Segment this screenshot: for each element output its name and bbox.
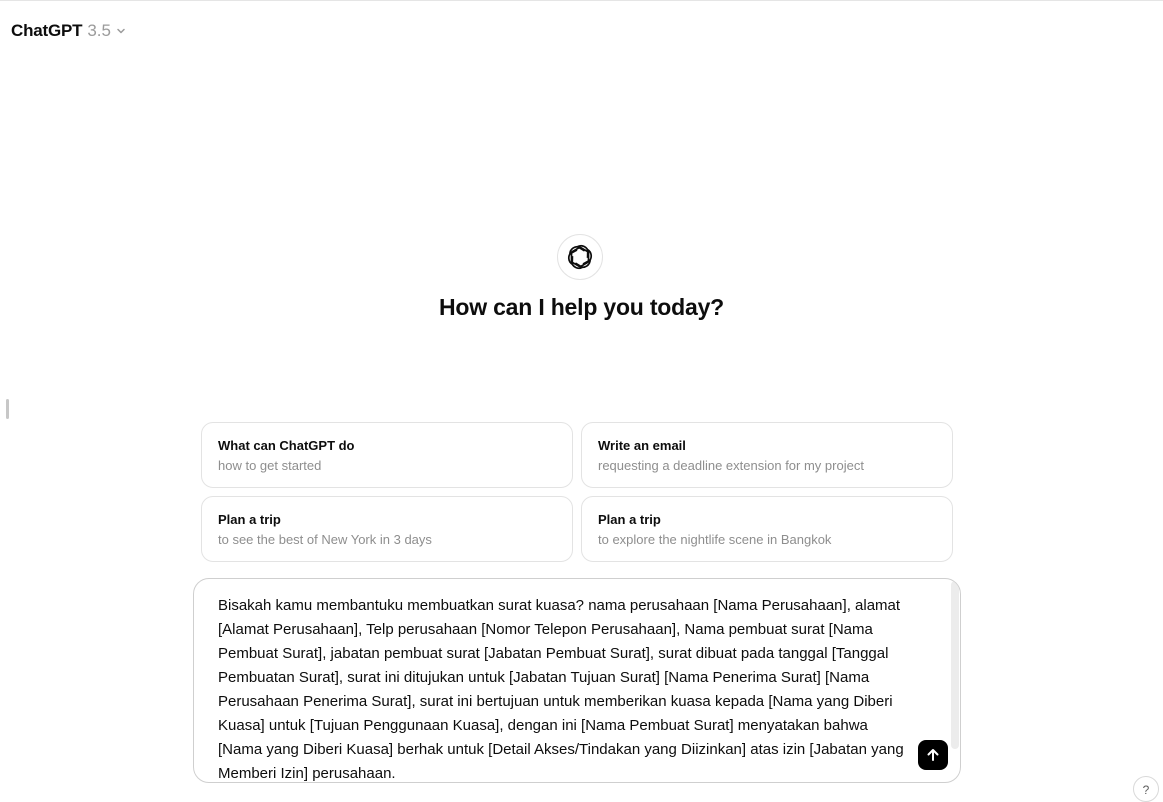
- composer-scrollbar[interactable]: [951, 581, 959, 749]
- suggestion-subtitle: to see the best of New York in 3 days: [218, 532, 432, 547]
- suggestion-card[interactable]: [201, 496, 573, 562]
- openai-logo-icon: [557, 234, 603, 280]
- suggestion-card[interactable]: [201, 422, 573, 488]
- suggestion-subtitle: how to get started: [218, 458, 322, 473]
- suggestion-title: What can ChatGPT do: [218, 438, 355, 453]
- page-title: How can I help you today?: [438, 294, 725, 320]
- model-selector[interactable]: [11, 20, 127, 42]
- model-name: ChatGPT: [11, 21, 83, 40]
- chevron-down-icon: [115, 25, 127, 37]
- model-version: 3.5: [87, 21, 111, 40]
- message-input[interactable]: Bisakah kamu membantuku membuatkan surat kuasa? nama perusahaan [Nama Perusahaan], alamat [Alamat Perusahaan], Telp perusahaan [Nomor Telepon Perusahaan], Nama pembuat surat [Nama Pembuat Surat], jabatan pembuat surat [Jabatan Pembuat Surat], surat dibuat pada tanggal [Tanggal Pembuatan Surat], surat ini ditujukan untuk [Jabatan Tujuan Surat] [Nama Penerima Surat] [Nama Perusahaan Penerima Surat], surat ini bertujuan untuk memberikan kuasa kepada [Nama yang Diberi Kuasa] untuk [Tujuan Penggunaan Kuasa], dengan ini [Nama Pembuat Surat] menyatakan bahwa [Nama yang Diberi Kuasa] berhak untuk [Detail Akses/Tindakan yang Diizinkan] atas izin [Jabatan yang Memberi Izin] perusahaan.: [218, 597, 904, 782]
- suggestion-card[interactable]: [581, 496, 953, 562]
- suggestion-subtitle: to explore the nightlife scene in Bangkok: [598, 532, 832, 547]
- suggestion-subtitle: requesting a deadline extension for my project: [598, 458, 864, 473]
- arrow-up-icon: [925, 747, 941, 763]
- suggestion-card[interactable]: [581, 422, 953, 488]
- suggestion-title: Plan a trip: [598, 512, 661, 527]
- suggestion-title: Plan a trip: [218, 512, 281, 527]
- help-button[interactable]: ?: [1133, 776, 1159, 802]
- suggestion-title: Write an email: [598, 438, 686, 453]
- send-button[interactable]: [918, 740, 948, 770]
- message-composer[interactable]: [193, 578, 961, 783]
- top-divider: [0, 0, 1163, 1]
- sidebar-toggle-handle[interactable]: [6, 399, 9, 419]
